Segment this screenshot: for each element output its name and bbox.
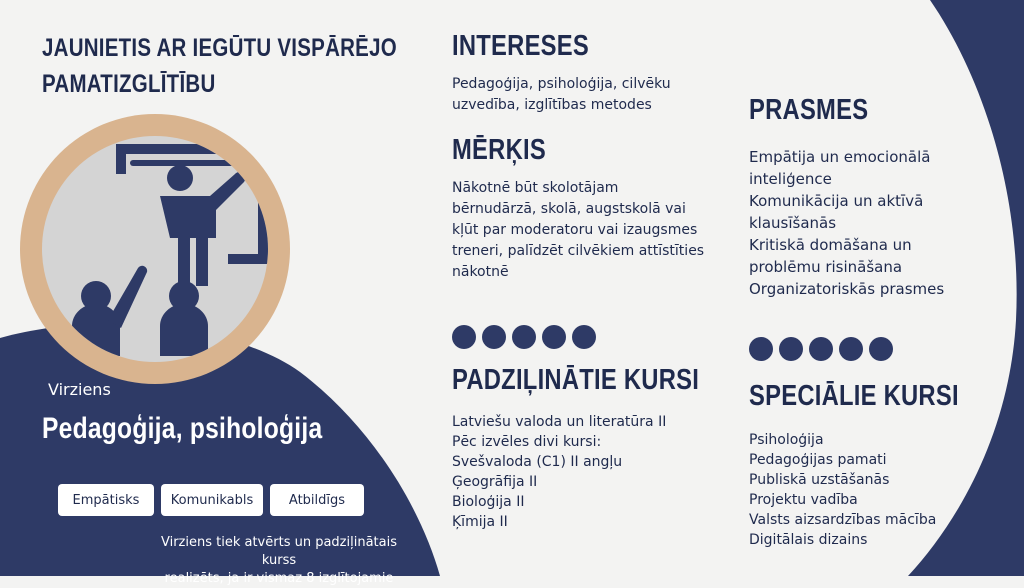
page-title	[42, 30, 397, 102]
interests-text	[452, 74, 671, 116]
dot	[809, 337, 833, 361]
dot	[869, 337, 893, 361]
list-item: Publiskā uzstāšanās	[749, 472, 890, 488]
list-item: Valsts aizsardzības mācība	[749, 512, 937, 528]
interests-line: uzvedība, izglītības metodes	[452, 97, 652, 113]
list-item: Bioloģija II	[452, 494, 525, 510]
skills-text	[749, 146, 944, 300]
skills-line: Kritiskā domāšana un	[749, 236, 912, 254]
list-item: Digitālais dizains	[749, 532, 868, 548]
direction-label: Virziens	[48, 380, 111, 399]
special-courses-list	[749, 430, 936, 550]
list-item: Pedagoģijas pamati	[749, 452, 887, 468]
skills-line: problēmu risināšana	[749, 258, 903, 276]
interests-title: INTERESES	[452, 30, 590, 62]
dot	[839, 337, 863, 361]
advanced-courses-title: PADZIĻINĀTIE KURSI	[452, 364, 700, 396]
skills-line: Komunikācija un aktīvā	[749, 192, 924, 210]
skills-line: klausīšanās	[749, 214, 837, 232]
skills-line: Organizatoriskās prasmes	[749, 280, 945, 298]
title-line-1: JAUNIETIS AR IEGŪTU VISPĀRĒJO	[42, 34, 397, 62]
list-item: Latviešu valoda un literatūra II	[452, 414, 667, 430]
trait-pill: Atbildīgs	[270, 484, 364, 516]
list-item: Ģeogrāfija II	[452, 474, 538, 490]
list-item: Svešvaloda (C1) II angļu	[452, 454, 623, 470]
list-item: Projektu vadība	[749, 492, 858, 508]
dot	[512, 325, 536, 349]
goal-line: bērnudārzā, skolā, augstskolā vai	[452, 201, 686, 217]
decorative-dots	[452, 325, 596, 349]
special-courses-title: SPECIĀLIE KURSI	[749, 380, 959, 412]
trait-pill: Komunikabls	[161, 484, 263, 516]
goal-text	[452, 178, 704, 283]
dot	[779, 337, 803, 361]
goal-line: nākotnē	[452, 264, 509, 280]
trait-pill: Empātisks	[58, 484, 154, 516]
skills-title: PRASMES	[749, 94, 869, 126]
direction-value: Pedagoģija, psiholoģija	[42, 412, 323, 445]
goal-line: treneri, palīdzēt cilvēkiem attīstīties	[452, 243, 705, 259]
dot	[572, 325, 596, 349]
teacher-presentation-icon	[42, 136, 268, 362]
goal-line: Nākotnē būt skolotājam	[452, 180, 619, 196]
list-item: Pēc izvēles divi kursi:	[452, 434, 602, 450]
goal-line: kļūt par moderatoru vai izaugsmes	[452, 222, 698, 238]
dot	[749, 337, 773, 361]
advanced-courses-list	[452, 412, 666, 532]
dot	[542, 325, 566, 349]
list-item: Ķīmija II	[452, 514, 508, 530]
dot	[452, 325, 476, 349]
skills-line: inteliģence	[749, 170, 832, 188]
interests-line: Pedagoģija, psiholoģija, cilvēku	[452, 76, 671, 92]
title-line-2: PAMATIZGLĪTĪBU	[42, 70, 216, 98]
decorative-dots	[749, 337, 893, 361]
goal-title: MĒRĶIS	[452, 134, 546, 166]
list-item: Psiholoģija	[749, 432, 824, 448]
note-text	[144, 534, 414, 588]
note-line: realizēts, ja ir vismaz 8 izglītojamie	[164, 571, 394, 586]
skills-line: Empātija un emocionālā	[749, 148, 931, 166]
dot	[482, 325, 506, 349]
note-line: Virziens tiek atvērts un padziļinātais kurss	[160, 535, 397, 568]
illustration-circle	[42, 136, 268, 362]
